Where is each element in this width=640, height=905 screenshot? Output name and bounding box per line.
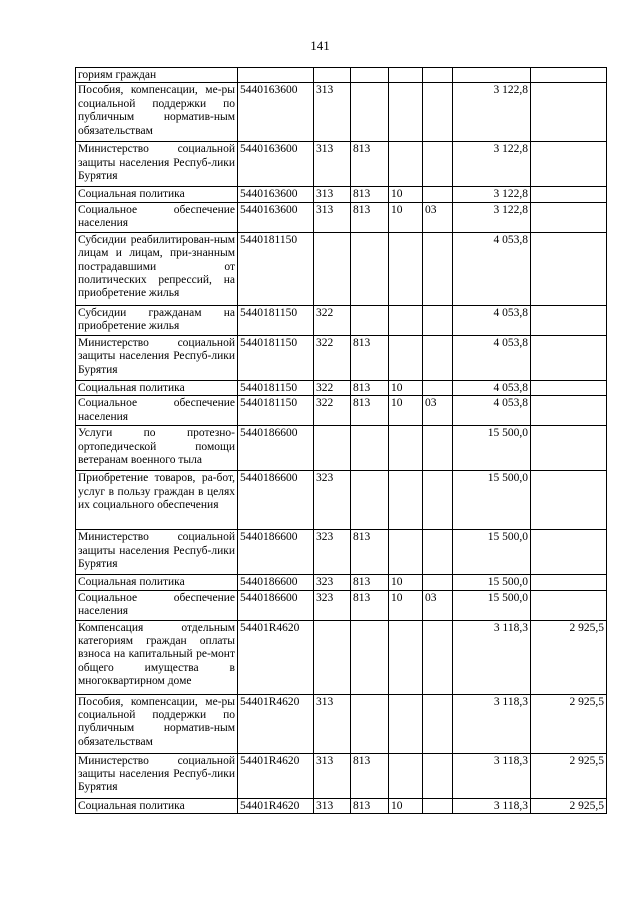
- total-amount-cell: 3 118,3: [453, 798, 531, 813]
- target-article-code-cell: 5440181150: [238, 396, 314, 426]
- federal-amount-cell: 2 925,5: [531, 620, 607, 694]
- ministry-code-cell: [351, 68, 389, 83]
- row-name-cell: Социальная политика: [76, 798, 238, 813]
- row-name-cell: Социальное обеспечение населения: [76, 202, 238, 232]
- expense-type-code-cell: [314, 232, 351, 305]
- federal-amount-cell: [531, 187, 607, 202]
- section-code-cell: 10: [389, 187, 423, 202]
- ministry-code-cell: [351, 620, 389, 694]
- expense-type-code-cell: 323: [314, 530, 351, 575]
- expense-type-code-cell: [314, 426, 351, 471]
- total-amount-cell: 3 118,3: [453, 694, 531, 753]
- target-article-code-cell: 54401R4620: [238, 798, 314, 813]
- target-article-code-cell: 5440163600: [238, 142, 314, 187]
- total-amount-cell: 15 500,0: [453, 575, 531, 590]
- expense-type-code-cell: 322: [314, 305, 351, 335]
- row-name-cell: Пособия, компенсации, ме-ры социальной поддержки по публичным норматив-ным обязательствам: [76, 694, 238, 753]
- table-row: [76, 798, 607, 813]
- federal-amount-cell: [531, 202, 607, 232]
- section-code-cell: [389, 232, 423, 305]
- table-row: [76, 142, 607, 187]
- table-row: [76, 590, 607, 620]
- total-amount-cell: 15 500,0: [453, 426, 531, 471]
- total-amount-cell: 4 053,8: [453, 232, 531, 305]
- ministry-code-cell: 813: [351, 335, 389, 380]
- target-article-code-cell: 5440186600: [238, 426, 314, 471]
- section-code-cell: [389, 530, 423, 575]
- expense-type-code-cell: 323: [314, 590, 351, 620]
- total-amount-cell: 4 053,8: [453, 396, 531, 426]
- expense-type-code-cell: 323: [314, 575, 351, 590]
- subsection-code-cell: [423, 187, 453, 202]
- total-amount-cell: [453, 68, 531, 83]
- row-name-cell: Социальное обеспечение населения: [76, 590, 238, 620]
- subsection-code-cell: [423, 68, 453, 83]
- ministry-code-cell: [351, 232, 389, 305]
- total-amount-cell: 3 122,8: [453, 83, 531, 142]
- federal-amount-cell: [531, 335, 607, 380]
- subsection-code-cell: [423, 335, 453, 380]
- subsection-code-cell: 03: [423, 396, 453, 426]
- subsection-code-cell: [423, 753, 453, 798]
- federal-amount-cell: [531, 575, 607, 590]
- row-name-cell: Министерство социальной защиты населения Респуб-лики Бурятия: [76, 530, 238, 575]
- ministry-code-cell: 813: [351, 575, 389, 590]
- subsection-code-cell: [423, 83, 453, 142]
- row-name-cell: Министерство социальной защиты населения Респуб-лики Бурятия: [76, 142, 238, 187]
- target-article-code-cell: 5440186600: [238, 471, 314, 530]
- total-amount-cell: 4 053,8: [453, 335, 531, 380]
- total-amount-cell: 3 122,8: [453, 187, 531, 202]
- federal-amount-cell: [531, 590, 607, 620]
- target-article-code-cell: 5440181150: [238, 305, 314, 335]
- total-amount-cell: 15 500,0: [453, 471, 531, 530]
- row-name-cell: Пособия, компенсации, ме-ры социальной поддержки по публичным норматив-ным обязательствам: [76, 83, 238, 142]
- subsection-code-cell: [423, 694, 453, 753]
- subsection-code-cell: [423, 142, 453, 187]
- row-name-cell: Компенсация отдельным категориям граждан оплаты взноса на капитальный ре-монт общего имущества в многоквартирном доме: [76, 620, 238, 694]
- row-name-cell: гориям граждан: [76, 68, 238, 83]
- subsection-code-cell: [423, 471, 453, 530]
- table-row: [76, 426, 607, 471]
- total-amount-cell: 15 500,0: [453, 530, 531, 575]
- subsection-code-cell: [423, 575, 453, 590]
- row-name-cell: Социальное обеспечение населения: [76, 396, 238, 426]
- federal-amount-cell: [531, 232, 607, 305]
- federal-amount-cell: [531, 305, 607, 335]
- target-article-code-cell: 5440181150: [238, 380, 314, 395]
- ministry-code-cell: [351, 426, 389, 471]
- section-code-cell: 10: [389, 380, 423, 395]
- target-article-code-cell: 54401R4620: [238, 620, 314, 694]
- row-name-cell: Приобретение товаров, ра-бот, услуг в пользу граждан в целях их социального обеспечения: [76, 471, 238, 530]
- ministry-code-cell: 813: [351, 396, 389, 426]
- section-code-cell: [389, 83, 423, 142]
- row-name-cell: Социальная политика: [76, 380, 238, 395]
- federal-amount-cell: 2 925,5: [531, 753, 607, 798]
- budget-table: [75, 67, 607, 814]
- target-article-code-cell: 54401R4620: [238, 753, 314, 798]
- target-article-code-cell: 5440163600: [238, 202, 314, 232]
- ministry-code-cell: 813: [351, 142, 389, 187]
- target-article-code-cell: 5440163600: [238, 187, 314, 202]
- expense-type-code-cell: 313: [314, 187, 351, 202]
- section-code-cell: [389, 471, 423, 530]
- expense-type-code-cell: 322: [314, 380, 351, 395]
- table-row: [76, 68, 607, 83]
- expense-type-code-cell: 322: [314, 335, 351, 380]
- table-row: [76, 202, 607, 232]
- ministry-code-cell: 813: [351, 202, 389, 232]
- federal-amount-cell: [531, 530, 607, 575]
- table-row: [76, 530, 607, 575]
- row-name-cell: Министерство социальной защиты населения Респуб-лики Бурятия: [76, 335, 238, 380]
- subsection-code-cell: [423, 232, 453, 305]
- target-article-code-cell: 5440186600: [238, 590, 314, 620]
- federal-amount-cell: 2 925,5: [531, 694, 607, 753]
- section-code-cell: 10: [389, 798, 423, 813]
- expense-type-code-cell: 322: [314, 396, 351, 426]
- table-row: [76, 753, 607, 798]
- ministry-code-cell: [351, 83, 389, 142]
- page-number: 141: [310, 38, 330, 53]
- expense-type-code-cell: 313: [314, 83, 351, 142]
- federal-amount-cell: 2 925,5: [531, 798, 607, 813]
- total-amount-cell: 3 122,8: [453, 142, 531, 187]
- row-name-cell: Субсидии гражданам на приобретение жилья: [76, 305, 238, 335]
- total-amount-cell: 3 122,8: [453, 202, 531, 232]
- expense-type-code-cell: 323: [314, 471, 351, 530]
- federal-amount-cell: [531, 380, 607, 395]
- section-code-cell: [389, 694, 423, 753]
- federal-amount-cell: [531, 471, 607, 530]
- subsection-code-cell: [423, 305, 453, 335]
- total-amount-cell: 4 053,8: [453, 380, 531, 395]
- row-name-cell: Услуги по протезно-ортопедической помощи ветеранам военного тыла: [76, 426, 238, 471]
- federal-amount-cell: [531, 68, 607, 83]
- ministry-code-cell: [351, 694, 389, 753]
- table-body: [76, 68, 607, 814]
- table-row: [76, 187, 607, 202]
- total-amount-cell: 3 118,3: [453, 620, 531, 694]
- federal-amount-cell: [531, 83, 607, 142]
- section-code-cell: 10: [389, 396, 423, 426]
- table-row: [76, 694, 607, 753]
- target-article-code-cell: 5440181150: [238, 232, 314, 305]
- section-code-cell: [389, 142, 423, 187]
- section-code-cell: [389, 426, 423, 471]
- target-article-code-cell: 5440181150: [238, 335, 314, 380]
- ministry-code-cell: 813: [351, 798, 389, 813]
- section-code-cell: 10: [389, 202, 423, 232]
- target-article-code-cell: [238, 68, 314, 83]
- subsection-code-cell: 03: [423, 590, 453, 620]
- total-amount-cell: 15 500,0: [453, 590, 531, 620]
- row-name-cell: Министерство социальной защиты населения Респуб-лики Бурятия: [76, 753, 238, 798]
- total-amount-cell: 3 118,3: [453, 753, 531, 798]
- target-article-code-cell: 5440163600: [238, 83, 314, 142]
- ministry-code-cell: [351, 471, 389, 530]
- row-name-cell: Социальная политика: [76, 187, 238, 202]
- ministry-code-cell: 813: [351, 187, 389, 202]
- target-article-code-cell: 5440186600: [238, 530, 314, 575]
- subsection-code-cell: [423, 620, 453, 694]
- ministry-code-cell: 813: [351, 530, 389, 575]
- ministry-code-cell: 813: [351, 380, 389, 395]
- subsection-code-cell: [423, 426, 453, 471]
- ministry-code-cell: [351, 305, 389, 335]
- expense-type-code-cell: 313: [314, 694, 351, 753]
- table-row: [76, 305, 607, 335]
- section-code-cell: [389, 335, 423, 380]
- section-code-cell: [389, 620, 423, 694]
- row-name-cell: Социальная политика: [76, 575, 238, 590]
- ministry-code-cell: 813: [351, 753, 389, 798]
- table-row: [76, 396, 607, 426]
- federal-amount-cell: [531, 426, 607, 471]
- target-article-code-cell: 5440186600: [238, 575, 314, 590]
- table-row: [76, 575, 607, 590]
- total-amount-cell: 4 053,8: [453, 305, 531, 335]
- ministry-code-cell: 813: [351, 590, 389, 620]
- table-row: [76, 620, 607, 694]
- table-row: [76, 83, 607, 142]
- subsection-code-cell: [423, 798, 453, 813]
- subsection-code-cell: [423, 530, 453, 575]
- expense-type-code-cell: 313: [314, 753, 351, 798]
- federal-amount-cell: [531, 396, 607, 426]
- section-code-cell: [389, 753, 423, 798]
- section-code-cell: [389, 68, 423, 83]
- target-article-code-cell: 54401R4620: [238, 694, 314, 753]
- federal-amount-cell: [531, 142, 607, 187]
- subsection-code-cell: 03: [423, 202, 453, 232]
- expense-type-code-cell: 313: [314, 798, 351, 813]
- expense-type-code-cell: 313: [314, 202, 351, 232]
- table-row: [76, 232, 607, 305]
- table-row: [76, 380, 607, 395]
- table-row: [76, 471, 607, 530]
- table-row: [76, 335, 607, 380]
- row-name-cell: Субсидии реабилитирован-ным лицам и лицам, при-знанным пострадавшими от политических репрессий, на приобретение жилья: [76, 232, 238, 305]
- expense-type-code-cell: [314, 68, 351, 83]
- section-code-cell: [389, 305, 423, 335]
- section-code-cell: 10: [389, 575, 423, 590]
- section-code-cell: 10: [389, 590, 423, 620]
- expense-type-code-cell: [314, 620, 351, 694]
- expense-type-code-cell: 313: [314, 142, 351, 187]
- subsection-code-cell: [423, 380, 453, 395]
